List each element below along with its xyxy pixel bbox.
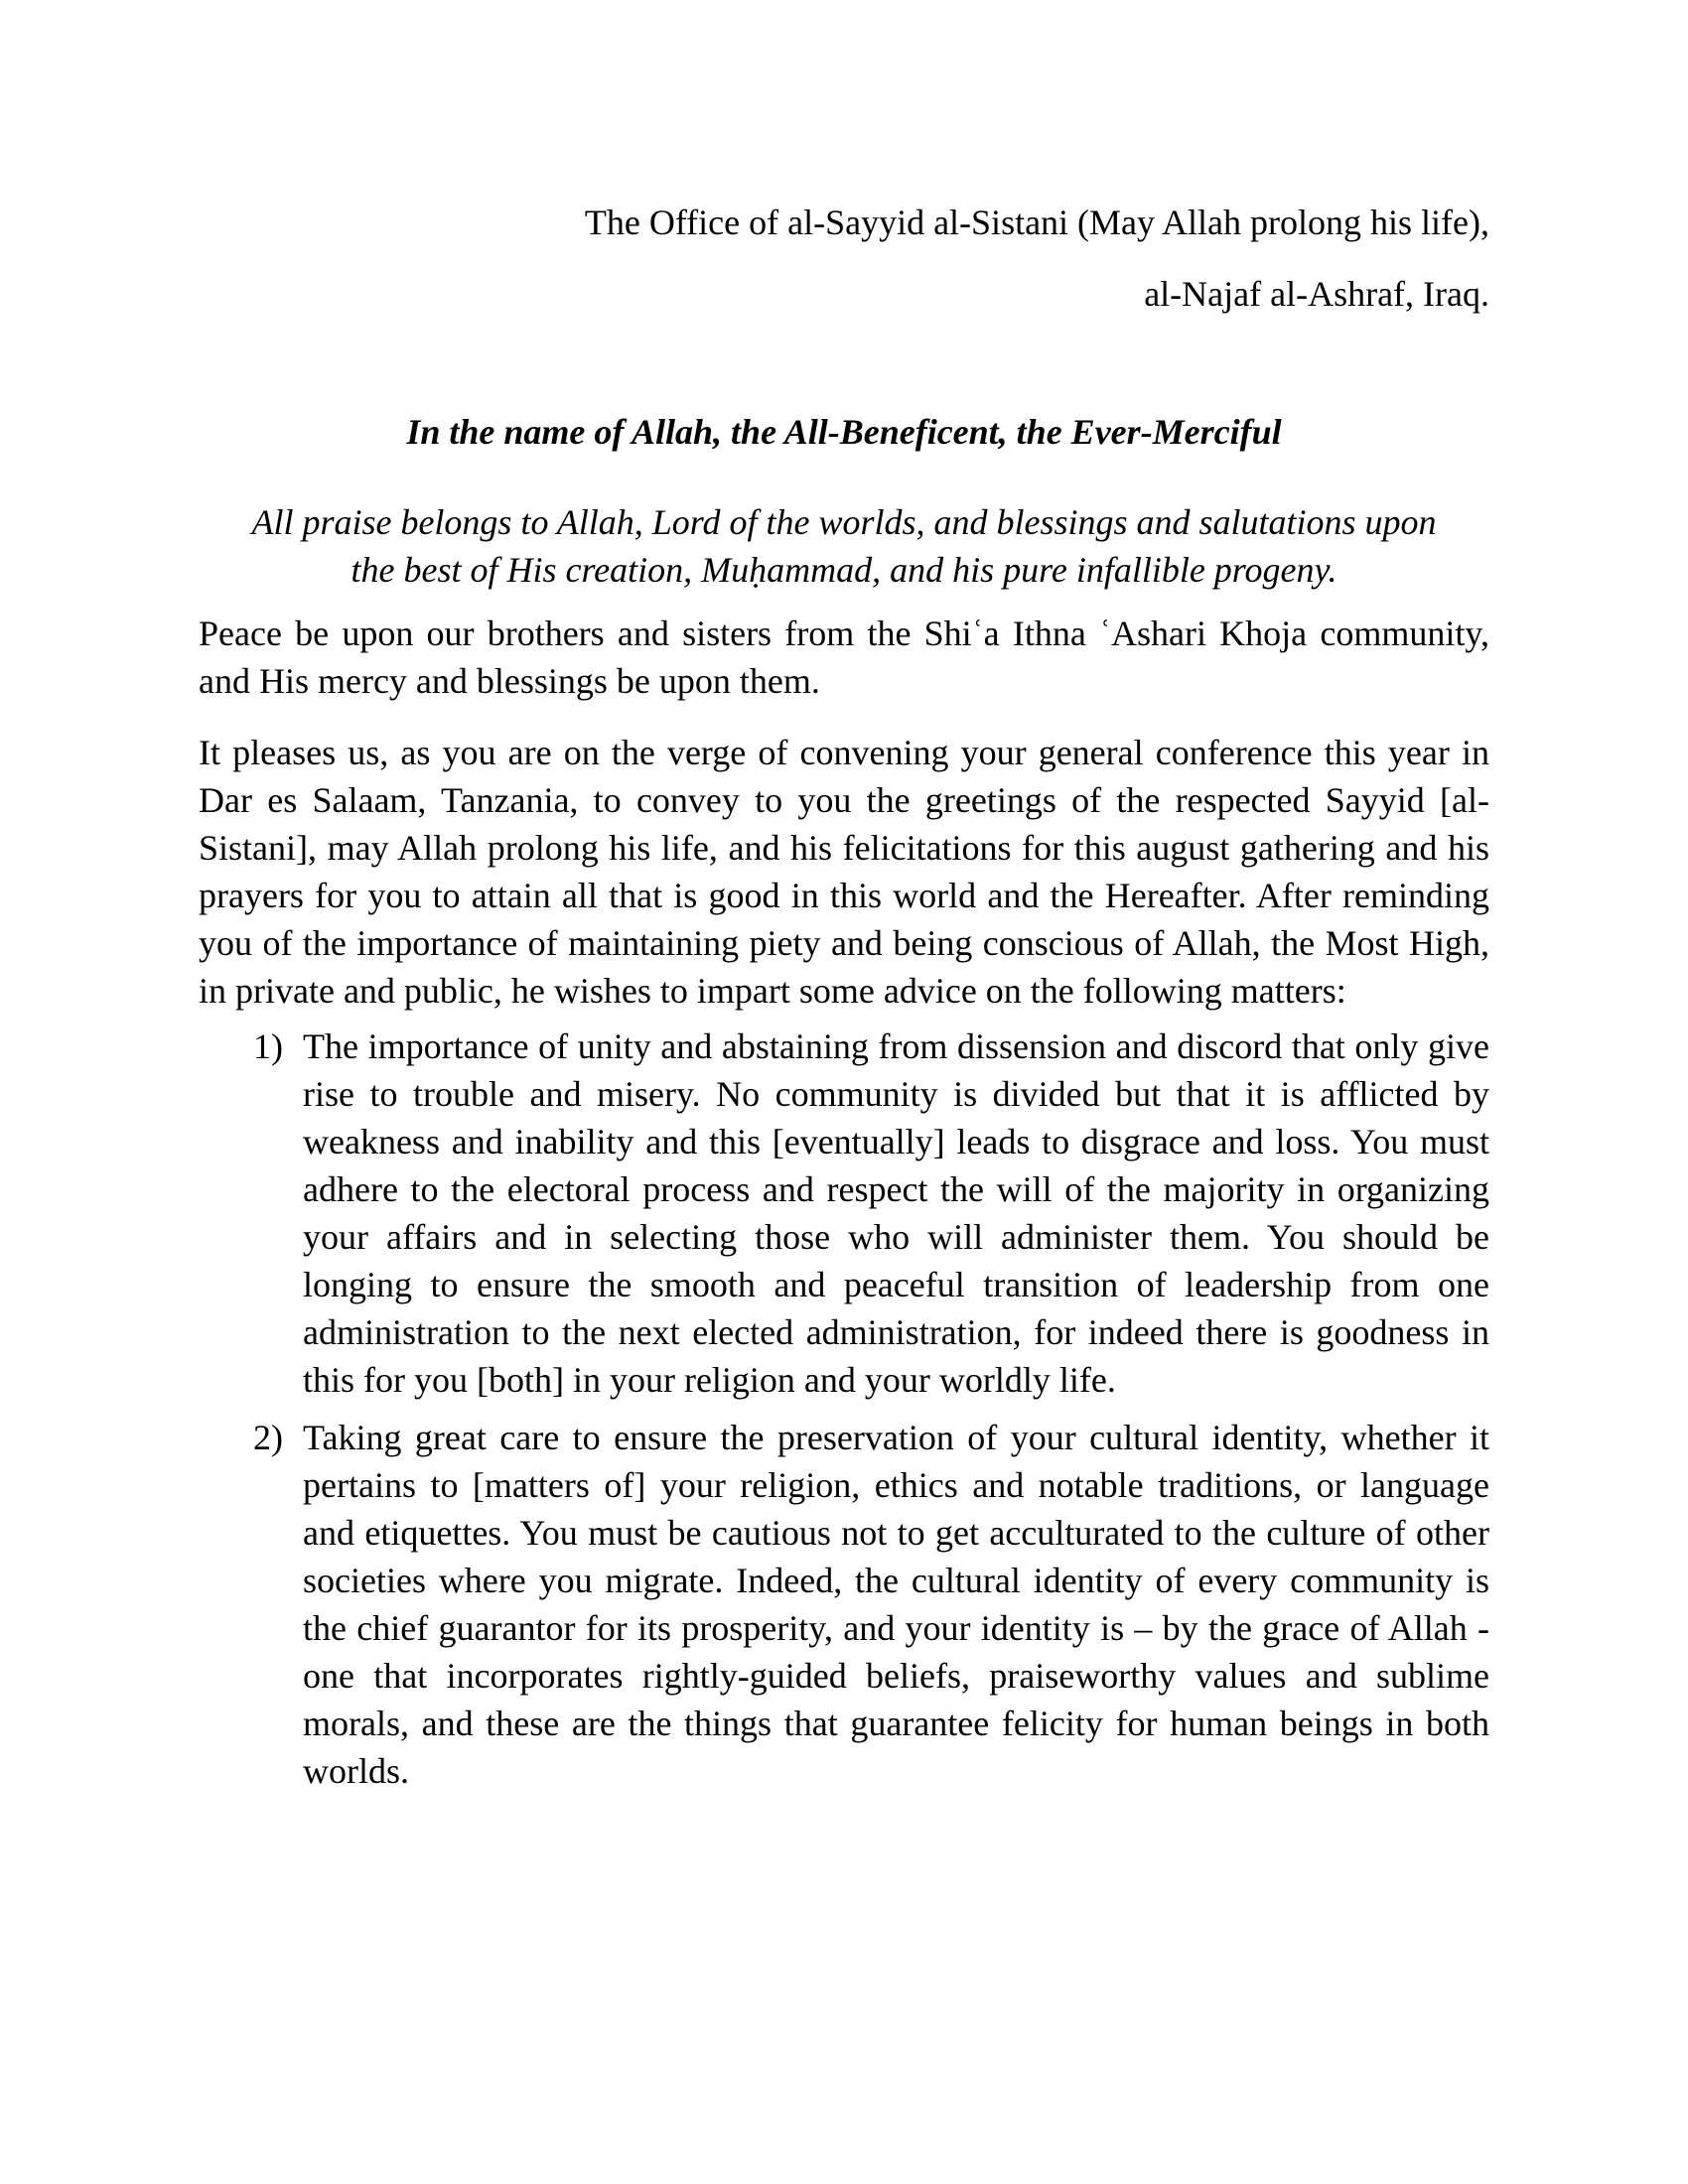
- list-item-text: Taking great care to ensure the preservation of your cultural identity, whether it pertains to [matters of] your religion, ethics and notable traditions, or language and etiquettes. You must be cautious not to get acculturated to the culture of other societies where you migrate. Indeed, the cultural identity of every community is the chief guarantor for its prosperity, and your identity is – by the grace of Allah - one that incorporates rightly-guided beliefs, praiseworthy values and sublime morals, and these are the things that guarantee felicity for human beings in both worlds.: [303, 1418, 1489, 1791]
- letterhead: [199, 187, 1489, 330]
- praise-paragraph: [199, 498, 1489, 594]
- list-item: [253, 1414, 1489, 1795]
- basmala-heading: In the name of Allah, the All-Beneficent, the Ever-Merciful: [406, 412, 1282, 452]
- intro-paragraph: It pleases us, as you are on the verge of convening your general conference this year in Dar es Salaam, Tanzania, to convey to you the greetings of the respected Sayyid [al-Sistani], may Allah prolong his life, and his felicitations for this august gathering and his prayers for you to attain all that is good in this world and the Hereafter. After reminding you of the importance of maintaining piety and being conscious of Allah, the Most High, in private and public, he wishes to impart some advice on the following matters:: [199, 733, 1489, 1011]
- list-item-number: 1): [253, 1026, 283, 1066]
- advice-list: [199, 1023, 1489, 1795]
- list-item: [253, 1023, 1489, 1404]
- list-item-number: 2): [253, 1418, 283, 1457]
- praise-line-2: the best of His creation, Muḥammad, and his pure infallible progeny.: [351, 550, 1337, 590]
- letterhead-location-line: al-Najaf al-Ashraf, Iraq.: [1144, 274, 1489, 314]
- list-item-text: The importance of unity and abstaining from dissension and discord that only give rise to trouble and misery. No community is divided but that it is afflicted by weakness and inability and this [eventually] leads to disgrace and loss. You must adhere to the electoral process and respect the will of the majority in organizing your affairs and in selecting those who will administer them. You should be longing to ensure the smooth and peaceful transition of leadership from one administration to the next elected administration, for indeed there is goodness in this for you [both] in your religion and your worldly life.: [303, 1026, 1489, 1400]
- praise-line-1: All praise belongs to Allah, Lord of the worlds, and blessings and salutations upon: [251, 502, 1437, 542]
- greeting-paragraph: Peace be upon our brothers and sisters from the Shiʿa Ithna ʿAshari Khoja community, and His mercy and blessings be upon them.: [199, 614, 1489, 701]
- letterhead-office-line: The Office of al-Sayyid al-Sistani (May Allah prolong his life),: [584, 203, 1489, 242]
